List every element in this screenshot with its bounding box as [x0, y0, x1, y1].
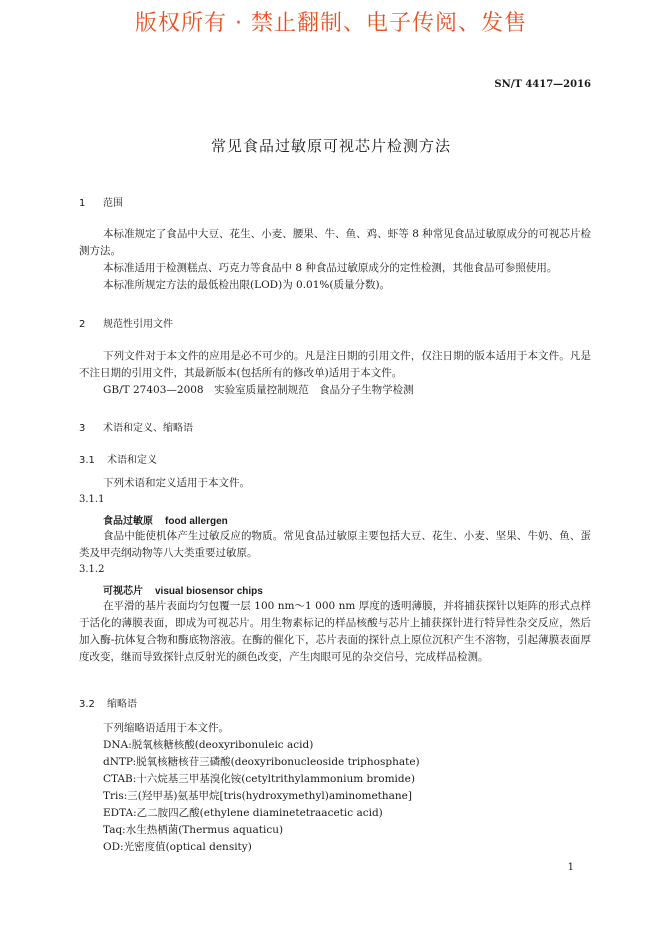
- section-3-heading: [79, 419, 193, 434]
- term-en: food allergen: [165, 516, 228, 527]
- section-title: 术语和定义: [107, 455, 157, 466]
- standard-code: SN/T 4417—2016: [494, 79, 591, 90]
- paragraph: 在平滑的基片表面均匀包覆一层 100 nm～1 000 nm 厚度的透明薄膜，并将捕获探针以矩阵的形式点样于活化的薄膜表面，即成为可视芯片。用生物素标记的样品核酸与芯片上捕获探针进行特异性杂交反应，然后加入酶-抗体复合物和酶底物溶液。在酶的催化下，芯片表面的探针点上原位沉积产生不溶物，引起薄膜表面厚度改变，继而导致探针点反射光的颜色改变，产生肉眼可见的杂交信号，完成样品检测。: [79, 600, 591, 663]
- section-title: 缩略语: [107, 699, 137, 710]
- section-2-heading: [79, 315, 173, 330]
- section-number: 1: [79, 198, 86, 209]
- section-3-1-heading: [79, 451, 157, 466]
- abbreviation-item: Taq:水生热栖菌(Thermus aquaticu): [103, 824, 284, 836]
- section-title: 规范性引用文件: [103, 319, 173, 330]
- section-3-1-intro: [79, 475, 591, 492]
- document-title: 常见食品过敏原可视芯片检测方法: [210, 137, 451, 155]
- page-number: 1: [567, 862, 574, 873]
- section-number: 3.2: [79, 699, 95, 710]
- term-2-number: 3.1.2: [79, 564, 105, 575]
- term-2-definition: [79, 598, 591, 666]
- term-2-name: [103, 582, 263, 597]
- abbreviation-item: DNA:脱氧核糖核酸(deoxyribonuleic acid): [103, 739, 314, 751]
- term-zh: 食品过敏原: [103, 516, 153, 527]
- abbreviation-item: EDTA:乙二胺四乙酸(ethylene diaminetetraacetic acid): [103, 807, 383, 819]
- watermark: 版权所有 · 禁止翻制、电子传阅、发售: [135, 11, 527, 36]
- paragraph: 本标准规定了食品中大豆、花生、小麦、腰果、牛、鱼、鸡、虾等 8 种常见食品过敏原成分的可视芯片检测方法。: [79, 228, 591, 257]
- section-1-body: [79, 226, 591, 294]
- term-en: visual biosensor chips: [155, 586, 263, 597]
- section-title: 术语和定义、缩略语: [103, 423, 193, 434]
- abbreviation-list: [79, 720, 591, 856]
- abbreviation-item: Tris:三(羟甲基)氨基甲烷[tris(hydroxymethyl)aminomethane]: [103, 790, 412, 802]
- abbreviation-intro: 下列缩略语适用于本文件。: [103, 722, 229, 734]
- abbreviation-item: CTAB:十六烷基三甲基溴化铵(cetyltrithylammonium bromide): [103, 773, 415, 785]
- abbreviation-item: OD:光密度值(optical density): [103, 841, 252, 853]
- section-number: 3: [79, 423, 86, 434]
- section-2-body: [79, 348, 591, 399]
- paragraph: 本标准所规定方法的最低检出限(LOD)为 0.01%(质量分数)。: [103, 279, 391, 291]
- term-1-number: 3.1.1: [79, 494, 105, 505]
- section-number: 2: [79, 319, 86, 330]
- abbreviation-item: dNTP:脱氧核糖核苷三磷酸(deoxyribonucleoside triphosphate): [103, 756, 420, 768]
- term-zh: 可视芯片: [103, 586, 143, 597]
- term-1-definition: [79, 528, 591, 562]
- section-3-2-heading: [79, 695, 137, 710]
- reference-item: GB/T 27403—2008 实验室质量控制规范 食品分子生物学检测: [103, 384, 414, 396]
- paragraph: 下列文件对于本文件的应用是必不可少的。凡是注日期的引用文件，仅注日期的版本适用于本文件。凡是不注日期的引用文件，其最新版本(包括所有的修改单)适用于本文件。: [79, 350, 591, 379]
- paragraph: 下列术语和定义适用于本文件。: [103, 477, 250, 489]
- paragraph: 食品中能使机体产生过敏反应的物质。常见食品过敏原主要包括大豆、花生、小麦、坚果、牛奶、鱼、蛋类及甲壳纲动物等八大类重要过敏原。: [79, 530, 591, 559]
- paragraph: 本标准适用于检测糕点、巧克力等食品中 8 种食品过敏原成分的定性检测，其他食品可参照使用。: [103, 262, 558, 274]
- term-1-name: [103, 512, 228, 527]
- section-number: 3.1: [79, 455, 95, 466]
- section-1-heading: [79, 194, 123, 209]
- section-title: 范围: [103, 198, 123, 209]
